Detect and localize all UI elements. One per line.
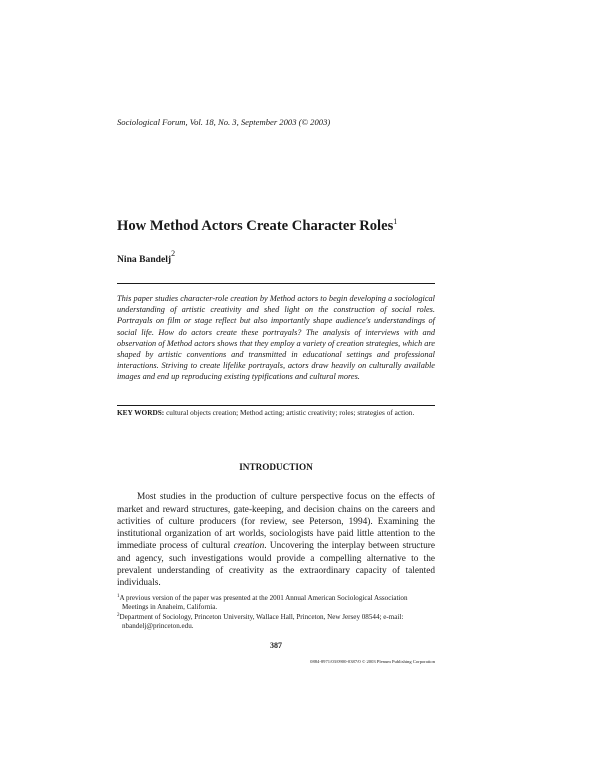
article-title-text: How Method Actors Create Character Roles <box>117 218 394 234</box>
title-footnote-mark: 1 <box>393 217 398 226</box>
author-name <box>117 249 176 265</box>
abstract: This paper studies character-role creation by Method actors to begin developing a sociological understanding of artistic creativity and shed light on the construction of social roles. Portrayals on film or stage reflect but also importantly shape audience's understandings of social life. How do actors create these portrayals? The analysis of interviews with and observation of Method actors shows that they employ a variety of creation strategies, which are shaped by artistic conventions and transmitted in educational settings and professional interactions. Striving to create lifelike portrayals, actors draw heavily on culturally available images and end up reproducing existing typifications and cultural mores. <box>117 294 435 382</box>
article-title <box>117 218 397 235</box>
keywords <box>117 408 435 418</box>
footnotes <box>117 594 435 632</box>
footnote-2-text: Department of Sociology, Princeton University, Wallace Hall, Princeton, New Jersey 08544; e-mail: nbandelj@princeton.edu. <box>119 612 404 631</box>
footnote-1 <box>117 594 435 613</box>
paragraph-text-start: Most studies in the production of culture perspective focus on the effects of market and reward structures, gate-keeping, and decision chains on the careers and activities of culture producers (for review, see Peterson, 1994). Examining the institutional organization of art worlds, sociologists have paid little attention to the immediate process of cultural <box>117 492 435 552</box>
section-heading-introduction: INTRODUCTION <box>239 462 313 472</box>
page-number: 387 <box>270 641 282 650</box>
abstract-top-rule <box>117 283 435 284</box>
footnote-2 <box>117 613 435 632</box>
author-footnote-mark: 2 <box>171 249 176 258</box>
footnote-1-text: A previous version of the paper was presented at the 2001 Annual American Sociological Association Meetings in Anaheim, California. <box>119 594 408 612</box>
paragraph-text-end: . Uncovering the interplay between structure and agency, such investigations would provide a compelling alternative to the prevalent understanding of creativity as the extraordinary capacity of talented individuals. <box>117 541 436 589</box>
keywords-label: KEY WORDS: <box>117 408 165 417</box>
abstract-bottom-rule <box>117 405 435 406</box>
footnote-1-mark: 1 <box>117 594 120 599</box>
copyright-line: 0884-8971/03/0900-0387/0 © 2003 Plenum Publishing Corporation <box>310 659 435 664</box>
introduction-paragraph <box>117 491 435 589</box>
paragraph-emphasis: creation <box>233 541 265 552</box>
journal-citation: Sociological Forum, Vol. 18, No. 3, September 2003 (© 2003) <box>117 117 331 127</box>
keywords-text: cultural objects creation; Method acting; artistic creativity; roles; strategies of action. <box>166 408 415 417</box>
author-name-text: Nina Bandelj <box>117 254 172 265</box>
footnote-2-mark: 2 <box>117 612 120 618</box>
